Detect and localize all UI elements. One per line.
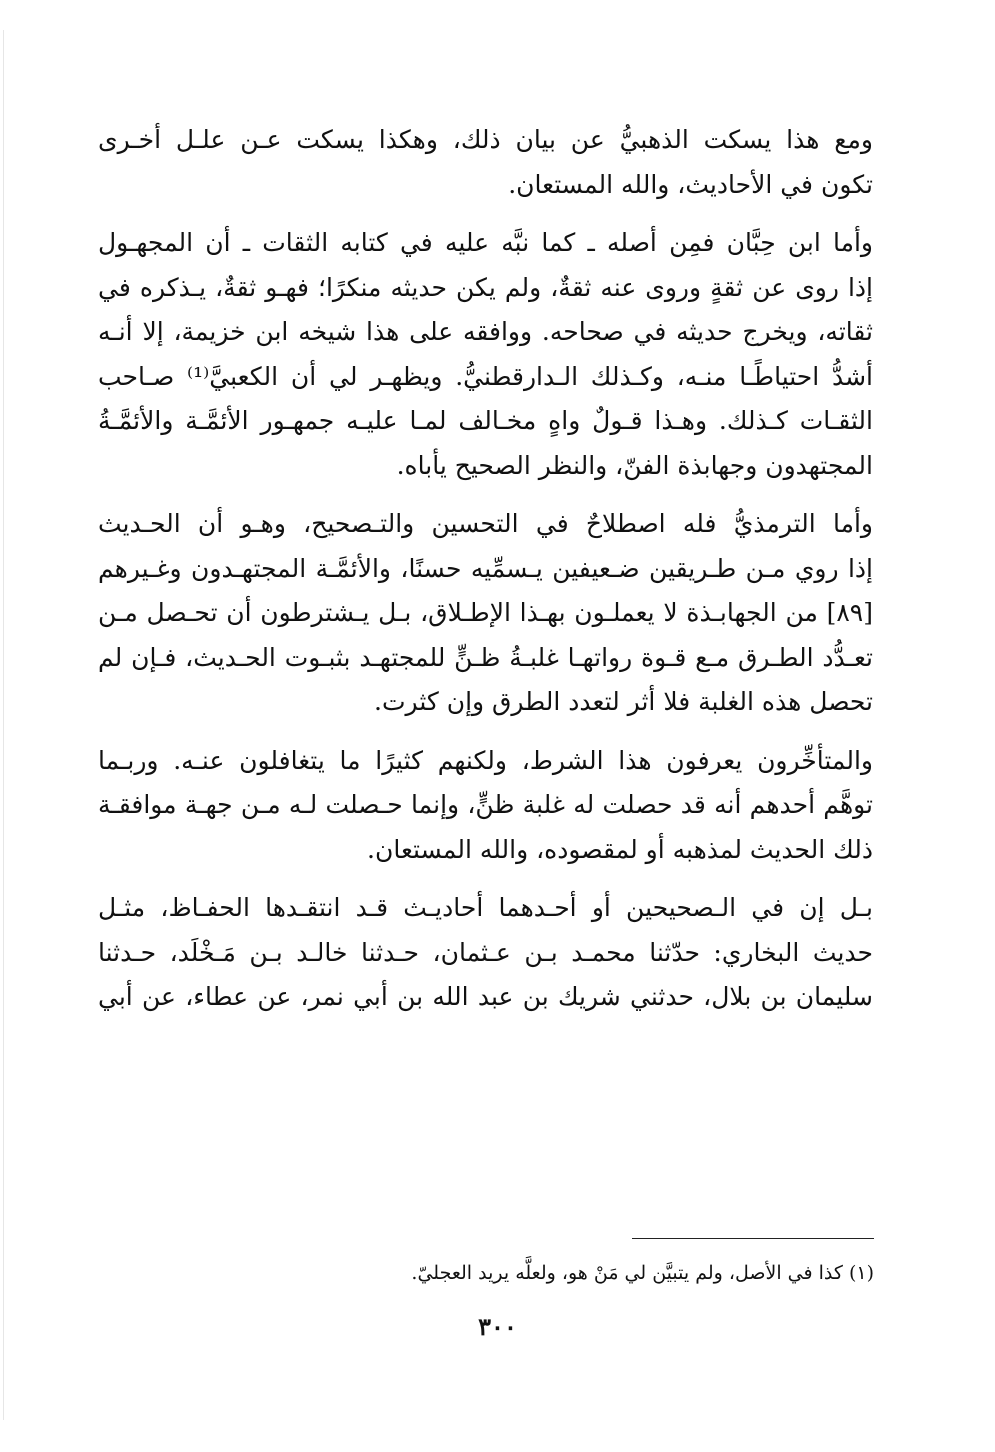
- page-number: ٣٠٠: [478, 1312, 517, 1341]
- text-line: والمتأخِّرون يعرفون هذا الشرط، ولكنهم كثيرًا ما يتغافلون عنـه. وربـما: [98, 745, 873, 775]
- paragraph-2: [98, 221, 873, 488]
- text-line: ومع هذا يسكت الذهبيُّ عن بيان ذلك، وهكذا يسكت عـن علـل أخـرى: [98, 125, 873, 154]
- text-line: الثقـات كـذلك. وهـذا قـولٌ واهٍ مخـالف لمـا عليـه جمهـور الأئمَّـة والأئمَّـةُ: [98, 406, 873, 435]
- text-line: أشدُّ احتياطًـا منـه، وكـذلك الـدارقطنيُّ. ويظهـر لي أن الكعبيَّ⁽¹⁾ صـاحب: [98, 361, 873, 391]
- text-line: تكون في الأحاديث، والله المستعان.: [508, 169, 873, 199]
- paragraph-3: [98, 502, 873, 725]
- text-line: ثقاته، ويخرج حديثه في صحاحه. ووافقه على هذا شيخه ابن خزيمة، إلا أنـه: [98, 317, 873, 346]
- text-line: إذا روى عن ثقةٍ وروى عنه ثقةٌ، ولم يكن حديثه منكرًا؛ فهـو ثقةٌ، يـذكره في: [98, 272, 873, 302]
- text-line: تحصل هذه الغلبة فلا أثر لتعدد الطرق وإن كثرت.: [374, 687, 873, 716]
- main-text: [98, 118, 873, 1034]
- text-line: توهَّم أحدهم أنه قد حصلت له غلبة ظنٍّ، وإنما حـصلت لـه مـن جهـة موافقـة: [98, 790, 873, 819]
- text-line: ذلك الحديث لمذهبه أو لمقصوده، والله المستعان.: [367, 834, 873, 864]
- footnote: (١) كذا في الأصل، ولم يتبيَّن لي مَنْ هو، ولعلَّه يريد العجليّ.: [411, 1262, 874, 1284]
- text-line: [٨٩] من الجهابـذة لا يعملـون بهـذا الإطـلاق، بـل يـشترطون أن تحـصل مـن: [98, 598, 873, 627]
- footnote-divider: [632, 1238, 874, 1239]
- paragraph-1: [98, 118, 873, 207]
- text-line: تعـدُّد الطـرق مـع قـوة رواتهـا غلبـةُ ظـنٍّ للمجتهـد بثبـوت الحـديث، فـإن لم: [98, 642, 873, 672]
- text-line: بـل إن في الـصحيحين أو أحـدهما أحاديـث قـد انتقـدها الحفـاظ، مثـل: [98, 893, 873, 922]
- text-line: إذا روي مـن طـريقين ضـعيفين يـسمِّيه حسنًا، والأئمَّـة المجتهـدون وغـيرهم: [98, 553, 873, 583]
- text-line: سليمان بن بلال، حدثني شريك بن عبد الله بن أبي نمر، عن عطاء، عن أبي: [98, 982, 873, 1011]
- text-line: حديث البخاري: حدّثنا محمـد بـن عـثمان، حـدثنا خالـد بـن مَـخْلَد، حـدثنا: [98, 937, 873, 967]
- text-line: وأما الترمذيُّ فله اصطلاحٌ في التحسين والتـصحيح، وهـو أن الحـديث: [98, 509, 873, 538]
- text-line: المجتهدون وجهابذة الفنّ، والنظر الصحيح يأباه.: [396, 450, 873, 480]
- scan-edge-line: [3, 30, 4, 1420]
- paragraph-5: [98, 886, 873, 1020]
- text-line: وأما ابن حِبَّان فمِن أصله ـ كما نبَّه عليه في كتابه الثقات ـ أن المجهـول: [98, 228, 873, 257]
- paragraph-4: [98, 739, 873, 873]
